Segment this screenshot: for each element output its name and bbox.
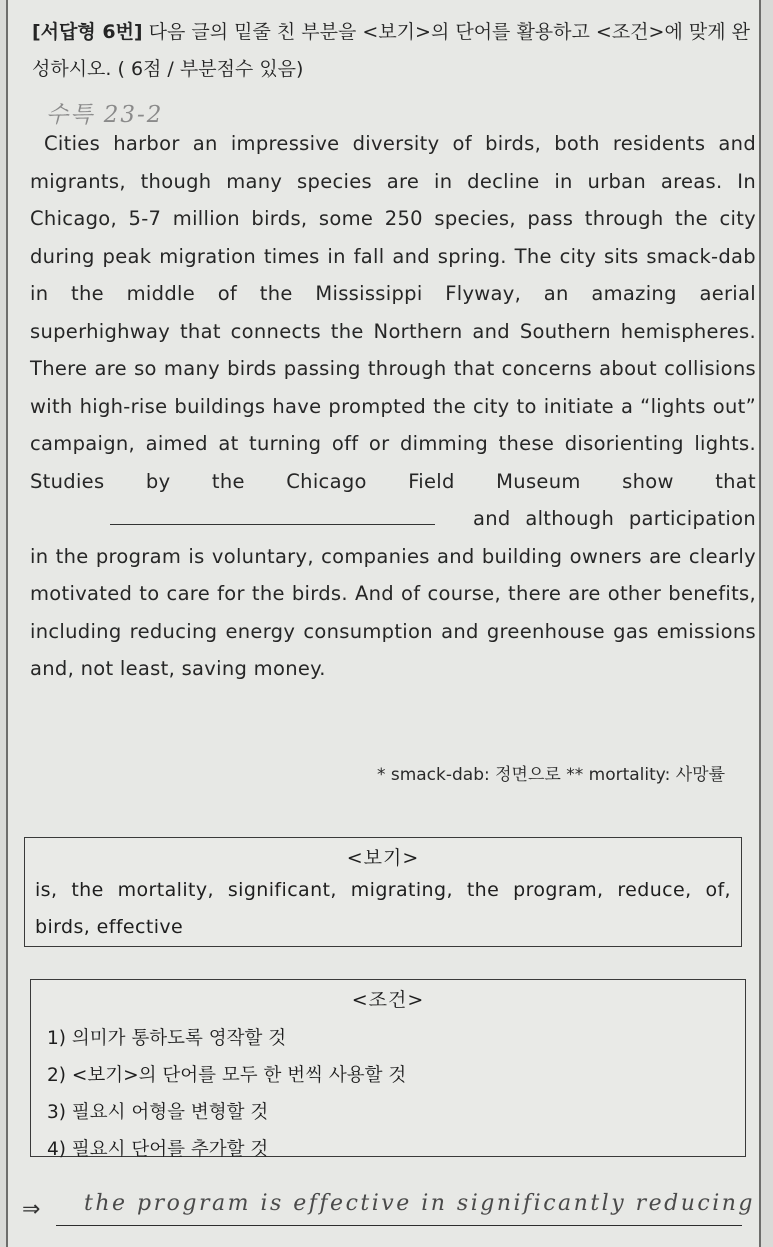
bogi-word-list: is, the mortality, significant, migrating, the program, reduce, of, birds, effective xyxy=(35,879,731,938)
worksheet-page xyxy=(6,0,761,1247)
handwritten-answer: the program is effective in significantly reducing xyxy=(84,1191,756,1216)
reading-passage xyxy=(30,125,756,688)
bogi-title: <보기> xyxy=(346,847,420,869)
condition-item: 1) 의미가 통하도록 영작할 것 xyxy=(47,1028,287,1049)
conditions-list xyxy=(31,1012,745,1168)
condition-item: 4) 필요시 단어를 추가할 것 xyxy=(47,1139,269,1160)
answer-line[interactable] xyxy=(56,1225,742,1226)
conditions-box xyxy=(30,979,746,1160)
passage-before-blank: Cities harbor an impressive diversity of birds, both residents and migrants, though many species are in decline in urban areas. In Chicago, 5-7 million birds, some 250 species, pass through the city during peak migration times in fall and spring. The city sits smack-dab in the middle of the Mississippi Flyway, an amazing aerial superhighway that connects the Northern and Southern hemispheres. There are so many birds passing through that concerns about collisions with high-rise buildings have prompted the city to initiate a “lights out” campaign, aimed at turning off or dimming these disorienting lights. Studies by the Chicago Field Museum show that xyxy=(30,132,756,493)
question-tag: [서답형 6번] xyxy=(32,21,143,43)
condition-item: 2) <보기>의 단어를 모두 한 번씩 사용할 것 xyxy=(47,1065,407,1086)
handwritten-note: 수특 23-2 xyxy=(46,102,164,128)
question-header xyxy=(32,14,762,88)
answer-arrow-icon: ⇒ xyxy=(22,1197,41,1222)
condition-item: 3) 필요시 어형을 변형할 것 xyxy=(47,1102,269,1123)
footnote: * smack-dab: 정면으로 ** mortality: 사망률 xyxy=(376,765,725,785)
question-instruction: 다음 글의 밑줄 친 부분을 <보기>의 단어를 활용하고 <조건>에 맞게 완성하시오. ( 6점 / 부분점수 있음) xyxy=(32,21,750,80)
conditions-title: <조건> xyxy=(351,989,425,1011)
answer-row xyxy=(22,1191,756,1233)
passage-after-blank: and although participation in the program is voluntary, companies and building owners are clearly motivated to care for the birds. And of course, there are other benefits, including reducing energy consumption and greenhouse gas emissions and, not least, saving money. xyxy=(30,507,756,680)
answer-blank-underline xyxy=(110,506,435,525)
bogi-box xyxy=(24,837,742,947)
